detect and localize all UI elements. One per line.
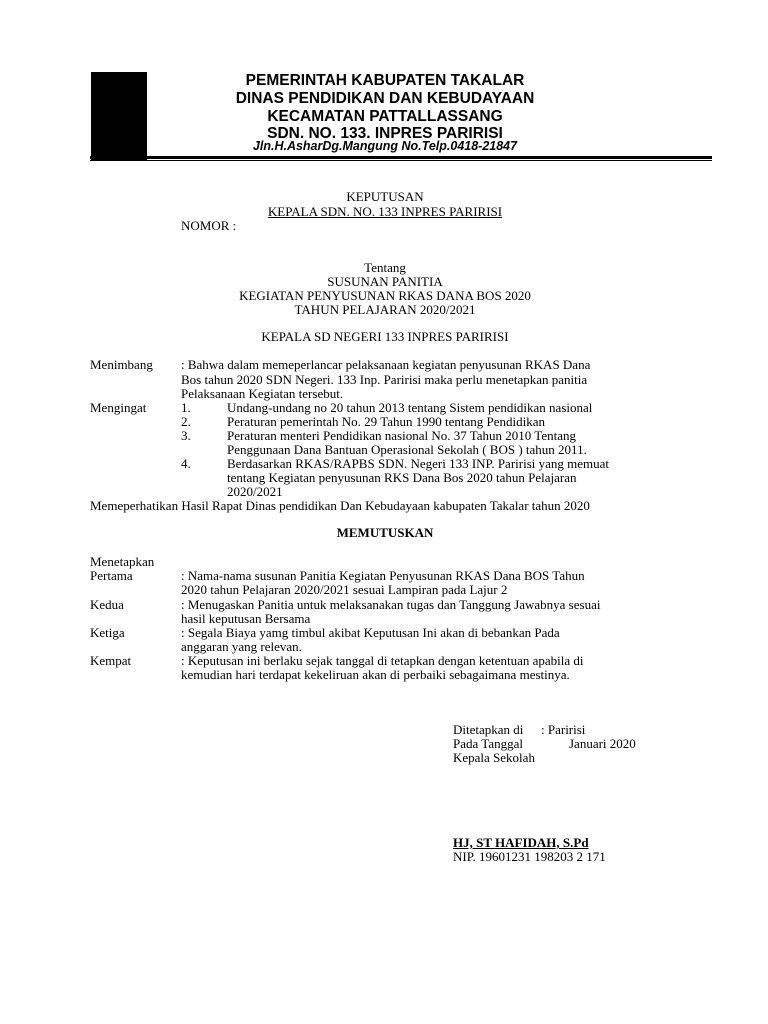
- school-logo: [91, 72, 147, 161]
- memutuskan-heading: MEMUTUSKAN: [336, 525, 434, 540]
- menimbang-line2: Bos tahun 2020 SDN Negeri. 133 Inp. Paririsi maka perlu menetapkan panitia: [181, 372, 588, 387]
- letterhead-rule-thick: [90, 156, 712, 159]
- letterhead-line3: KECAMATAN PATTALLASSANG: [267, 108, 503, 125]
- menetapkan-item-text: kemudian hari terdapat kekeliruan akan di perbaiki sebagaimana mestinya.: [181, 667, 570, 682]
- menetapkan-item-label: Ketiga: [90, 625, 125, 640]
- letterhead-line1: PEMERINTAH KABUPATEN TAKALAR: [245, 72, 525, 89]
- signer-nip: NIP. 19601231 198203 2 171: [453, 849, 606, 864]
- mengingat-item-text: Penggunaan Dana Bantuan Operasional Sekolah ( BOS ) tahun 2011.: [227, 442, 587, 457]
- menetapkan-item-text: : Nama-nama susunan Panitia Kegiatan Penyusunan RKAS Dana BOS Tahun: [181, 568, 585, 583]
- mengingat-item-number: 1.: [181, 400, 191, 415]
- decree-title: KEPUTUSAN: [346, 189, 424, 204]
- tentang-label: Tentang: [364, 260, 406, 275]
- subject-line1: SUSUNAN PANITIA: [327, 274, 443, 289]
- menetapkan-item-label: Kempat: [90, 653, 132, 668]
- memperhatikan-text: Memeperhatikan Hasil Rapat Dinas pendidikan Dan Kebudayaan kabupaten Takalar tahun 2020: [90, 498, 590, 513]
- mengingat-item-text: Peraturan menteri Pendidikan nasional No. 37 Tahun 2010 Tentang: [227, 428, 576, 443]
- mengingat-item-number: 2.: [181, 414, 191, 429]
- decree-number: NOMOR :: [181, 218, 237, 233]
- letterhead-rule-thin: [90, 160, 712, 161]
- menimbang-label: Menimbang: [90, 357, 153, 372]
- tanggal-value: Januari 2020: [569, 736, 636, 751]
- authority-heading: KEPALA SD NEGERI 133 INPRES PARIRISI: [261, 329, 509, 344]
- mengingat-label: Mengingat: [90, 400, 147, 415]
- tanggal-label: Pada Tanggal: [453, 736, 523, 751]
- mengingat-item-text: 2020/2021: [227, 484, 283, 499]
- mengingat-item-number: 4.: [181, 456, 191, 471]
- decree-subtitle: KEPALA SDN. NO. 133 INPRES PARIRISI: [267, 204, 503, 219]
- letterhead-address: Jln.H.AsharDg.Mangung No.Telp.0418-21847: [252, 139, 518, 153]
- letterhead-line2: DINAS PENDIDIKAN DAN KEBUDAYAAN: [235, 90, 535, 107]
- menetapkan-item-text: anggaran yang relevan.: [181, 639, 302, 654]
- menetapkan-label: Menetapkan: [90, 554, 155, 569]
- mengingat-item-text: Berdasarkan RKAS/RAPBS SDN. Negeri 133 INP. Paririsi yang memuat: [227, 456, 610, 471]
- menimbang-line3: Pelaksanaan Kegiatan tersebut.: [181, 386, 344, 401]
- subject-line2: KEGIATAN PENYUSUNAN RKAS DANA BOS 2020: [239, 288, 531, 303]
- menimbang-line1: : Bahwa dalam memeperlancar pelaksanaan kegiatan penyusunan RKAS Dana: [181, 357, 591, 372]
- menetapkan-item-text: : Segala Biaya yamg timbul akibat Keputusan Ini akan di bebankan Pada: [181, 625, 560, 640]
- ditetapkan-label: Ditetapkan di: [453, 722, 524, 737]
- menetapkan-item-text: hasil keputusan Bersama: [181, 611, 311, 626]
- signer-position: Kepala Sekolah: [453, 750, 535, 765]
- menetapkan-item-label: Pertama: [90, 568, 133, 583]
- mengingat-item-text: Peraturan pemerintah No. 29 Tahun 1990 tentang Pendidikan: [227, 414, 545, 429]
- menetapkan-item-text: : Menugaskan Panitia untuk melaksanakan tugas dan Tanggung Jawabnya sesuai: [181, 597, 601, 612]
- menetapkan-item-text: : Keputusan ini berlaku sejak tanggal di tetapkan dengan ketentuan apabila di: [181, 653, 584, 668]
- signer-name: HJ, ST HAFIDAH, S.Pd: [453, 835, 589, 850]
- menetapkan-item-label: Kedua: [90, 597, 124, 612]
- mengingat-item-number: 3.: [181, 428, 191, 443]
- ditetapkan-value: : Paririsi: [541, 722, 586, 737]
- letterhead-line4: SDN. NO. 133. INPRES PARIRISI: [267, 125, 503, 142]
- mengingat-item-text: tentang Kegiatan penyusunan RKS Dana Bos 2020 tahun Pelajaran: [227, 470, 577, 485]
- menetapkan-item-text: 2020 tahun Pelajaran 2020/2021 sesuai Lampiran pada Lajur 2: [181, 582, 508, 597]
- mengingat-item-text: Undang-undang no 20 tahun 2013 tentang Sistem pendidikan nasional: [227, 400, 593, 415]
- subject-line3: TAHUN PELAJARAN 2020/2021: [294, 302, 476, 317]
